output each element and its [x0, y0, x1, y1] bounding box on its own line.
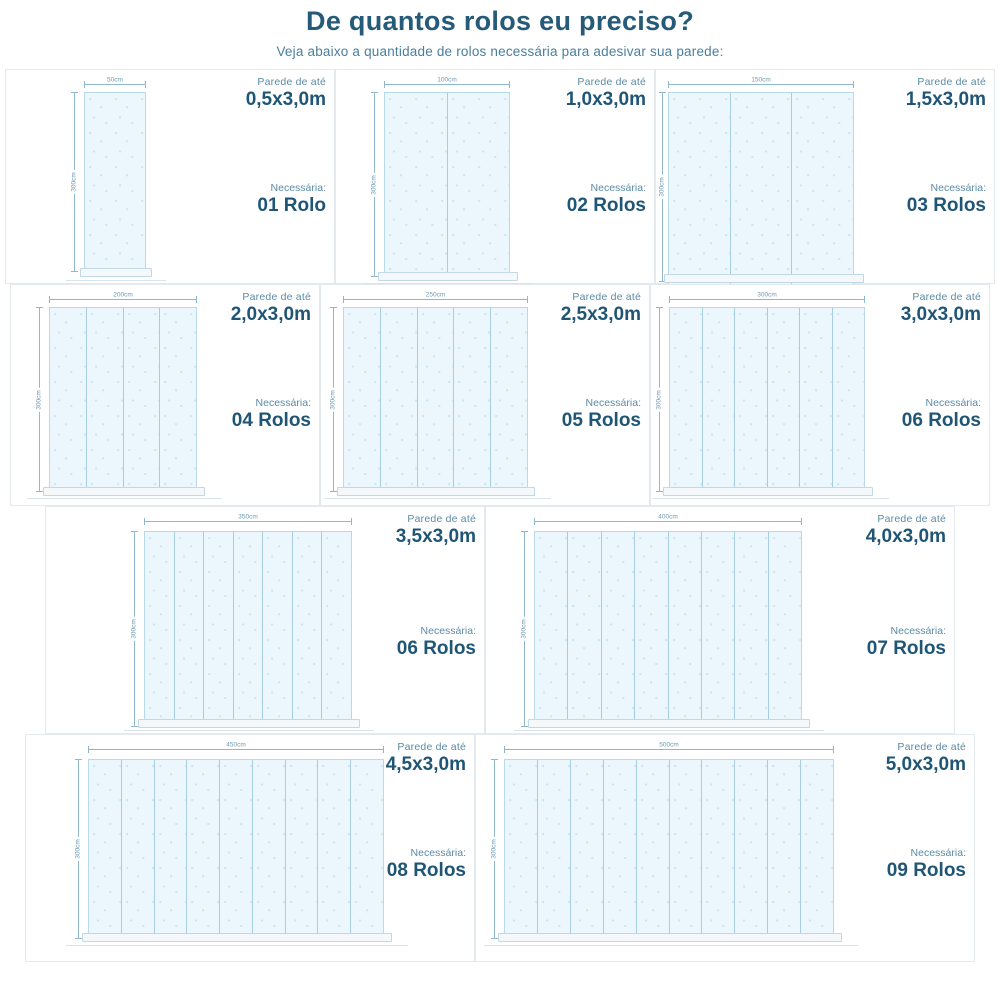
floor-line [653, 498, 889, 499]
baseboard [378, 272, 518, 281]
wall-size-value: 3,5x3,0m [395, 526, 476, 548]
wall-panels [668, 92, 854, 290]
needed-prefix-label: Necessária: [590, 182, 646, 194]
panel [505, 760, 538, 938]
card-5 [650, 284, 990, 506]
panel [145, 532, 175, 726]
needed-value: 08 Rolos [386, 860, 466, 882]
cards-row [0, 284, 1000, 506]
wall-diagram [668, 92, 854, 290]
wall-diagram [88, 759, 384, 939]
cards-row [0, 506, 1000, 734]
panel [418, 308, 455, 491]
needed-prefix-label: Necessária: [270, 182, 326, 194]
panel [604, 760, 637, 938]
card-needed [232, 397, 311, 432]
wall-size-value: 3,0x3,0m [900, 304, 981, 326]
height-label: 300cm [70, 172, 78, 192]
floor-line [66, 945, 408, 946]
cards-grid [0, 69, 1000, 962]
wall-size-value: 4,5x3,0m [385, 754, 466, 776]
wall-size-value: 2,5x3,0m [560, 304, 641, 326]
wall-size-value: 2,0x3,0m [230, 304, 311, 326]
panel [204, 532, 234, 726]
panel [293, 532, 323, 726]
baseboard [82, 933, 392, 942]
floor-line [27, 498, 222, 499]
panel [731, 93, 793, 289]
wall-panels [84, 92, 146, 272]
panel [220, 760, 253, 938]
card-needed [567, 182, 646, 217]
wall-prefix-label: Parede de até [877, 513, 946, 525]
wall-size-value: 1,5x3,0m [905, 89, 986, 111]
height-dimension [658, 92, 666, 282]
panel [768, 308, 801, 491]
wall-diagram [84, 92, 146, 272]
card-needed [907, 182, 986, 217]
card-caption [396, 513, 476, 548]
panel [50, 308, 87, 491]
card-6 [45, 506, 485, 734]
wall-panels [144, 531, 352, 727]
needed-value: 06 Rolos [396, 638, 476, 660]
card-caption [566, 76, 646, 111]
card-needed [562, 397, 641, 432]
panel [670, 308, 703, 491]
width-dimension [49, 291, 197, 300]
page-title: De quantos rolos eu preciso? [306, 6, 694, 36]
card-caption [901, 291, 981, 326]
height-label: 300cm [655, 389, 663, 410]
panel [702, 760, 735, 938]
floor-line [484, 945, 858, 946]
panel [792, 93, 853, 289]
needed-value: 09 Rolos [886, 860, 966, 882]
panel [89, 760, 122, 938]
card-2 [655, 69, 995, 284]
wall-diagram [504, 759, 834, 939]
needed-value: 02 Rolos [566, 195, 646, 217]
needed-prefix-label: Necessária: [930, 182, 986, 194]
wall-diagram [144, 531, 352, 727]
card-8 [25, 734, 475, 962]
wall-diagram [669, 307, 865, 492]
card-needed [397, 625, 476, 660]
panel [800, 308, 833, 491]
baseboard [663, 487, 873, 496]
panel [160, 308, 196, 491]
baseboard [80, 268, 152, 277]
panel [87, 308, 124, 491]
panel [318, 760, 351, 938]
panel [122, 760, 155, 938]
wall-size-value: 1,0x3,0m [565, 89, 646, 111]
panel [735, 532, 768, 726]
height-dimension [70, 92, 78, 272]
page-subtitle: Veja abaixo a quantidade de rolos necessária para adesivar sua parede: [276, 44, 724, 59]
width-dimension [144, 513, 352, 522]
needed-prefix-label: Necessária: [585, 397, 641, 409]
panel [322, 532, 351, 726]
card-7 [485, 506, 955, 734]
panel [702, 532, 735, 726]
cards-row [0, 734, 1000, 962]
floor-line [325, 498, 551, 499]
wall-panels [49, 307, 197, 492]
needed-value: 03 Rolos [906, 195, 986, 217]
height-dimension [655, 307, 663, 492]
height-dimension [370, 92, 378, 277]
width-label: 350cm [238, 513, 258, 521]
wall-prefix-label: Parede de até [912, 291, 981, 303]
height-label: 300cm [329, 389, 337, 410]
needed-value: 06 Rolos [901, 410, 981, 432]
width-label: 150cm [751, 76, 771, 84]
height-dimension [130, 531, 138, 727]
height-label: 300cm [490, 839, 498, 859]
card-caption [561, 291, 641, 326]
width-dimension [668, 76, 854, 85]
needed-prefix-label: Necessária: [410, 847, 466, 859]
height-dimension [520, 531, 528, 727]
wall-prefix-label: Parede de até [572, 291, 641, 303]
width-dimension [534, 513, 802, 522]
baseboard [337, 487, 535, 496]
panel [263, 532, 293, 726]
needed-prefix-label: Necessária: [925, 397, 981, 409]
height-dimension [490, 759, 498, 939]
card-needed [887, 847, 966, 882]
height-label: 300cm [520, 619, 528, 639]
panel [448, 93, 510, 276]
width-dimension [343, 291, 528, 300]
baseboard [498, 933, 842, 942]
panel [454, 308, 491, 491]
needed-prefix-label: Necessária: [255, 397, 311, 409]
needed-value: 07 Rolos [866, 638, 946, 660]
width-label: 200cm [113, 291, 133, 299]
needed-prefix-label: Necessária: [420, 625, 476, 637]
card-caption [866, 513, 946, 548]
card-needed [902, 397, 981, 432]
width-dimension [384, 76, 510, 85]
panel [155, 760, 188, 938]
needed-value: 04 Rolos [231, 410, 311, 432]
card-caption [886, 741, 966, 776]
wall-prefix-label: Parede de até [397, 741, 466, 753]
wall-prefix-label: Parede de até [242, 291, 311, 303]
panel [833, 308, 865, 491]
panel [801, 760, 833, 938]
width-label: 400cm [658, 513, 678, 521]
width-label: 450cm [226, 741, 246, 749]
card-needed [867, 625, 946, 660]
panel [735, 308, 768, 491]
height-label: 300cm [74, 839, 82, 859]
wall-prefix-label: Parede de até [257, 76, 326, 88]
cards-row [0, 69, 1000, 284]
width-dimension [504, 741, 834, 750]
card-0 [5, 69, 335, 284]
card-needed [257, 182, 326, 217]
wall-panels [504, 759, 834, 939]
wall-size-value: 0,5x3,0m [245, 89, 326, 111]
panel [85, 93, 145, 271]
width-label: 250cm [425, 291, 446, 299]
panel [703, 308, 736, 491]
wall-diagram [49, 307, 197, 492]
width-label: 50cm [107, 76, 123, 84]
panel [571, 760, 604, 938]
panel [253, 760, 286, 938]
panel [637, 760, 670, 938]
wall-prefix-label: Parede de até [577, 76, 646, 88]
width-dimension [84, 76, 146, 85]
height-dimension [329, 307, 337, 492]
wall-panels [384, 92, 510, 277]
wall-panels [534, 531, 802, 727]
baseboard [138, 719, 360, 728]
wall-panels [88, 759, 384, 939]
panel [351, 760, 383, 938]
width-dimension [669, 291, 865, 300]
height-dimension [74, 759, 82, 939]
panel [735, 760, 768, 938]
wall-size-value: 4,0x3,0m [865, 526, 946, 548]
wall-panels [669, 307, 865, 492]
panel [234, 532, 264, 726]
height-label: 300cm [130, 619, 138, 639]
panel [385, 93, 448, 276]
needed-prefix-label: Necessária: [890, 625, 946, 637]
card-needed [387, 847, 466, 882]
floor-line [124, 730, 374, 731]
card-4 [320, 284, 650, 506]
height-label: 300cm [370, 174, 378, 195]
floor-line [514, 730, 824, 731]
wall-diagram [343, 307, 528, 492]
panel [124, 308, 161, 491]
panel [602, 532, 635, 726]
wall-prefix-label: Parede de até [917, 76, 986, 88]
panel [286, 760, 319, 938]
floor-line [66, 280, 166, 281]
width-dimension [88, 741, 384, 750]
wall-prefix-label: Parede de até [407, 513, 476, 525]
panel [669, 93, 731, 289]
wall-panels [343, 307, 528, 492]
panel [568, 532, 601, 726]
baseboard [528, 719, 810, 728]
panel [491, 308, 527, 491]
card-caption [386, 741, 466, 776]
card-3 [10, 284, 320, 506]
wall-prefix-label: Parede de até [897, 741, 966, 753]
wall-size-value: 5,0x3,0m [885, 754, 966, 776]
panel [187, 760, 220, 938]
height-dimension [35, 307, 43, 492]
height-label: 300cm [35, 389, 43, 410]
panel [768, 760, 801, 938]
card-1 [335, 69, 655, 284]
panel [669, 532, 702, 726]
panel [344, 308, 381, 491]
panel [535, 532, 568, 726]
wall-diagram [534, 531, 802, 727]
panel [538, 760, 571, 938]
wall-diagram [384, 92, 510, 277]
baseboard [43, 487, 205, 496]
card-caption [231, 291, 311, 326]
panel [175, 532, 205, 726]
width-label: 100cm [437, 76, 457, 84]
card-9 [475, 734, 975, 962]
panel [635, 532, 668, 726]
card-caption [246, 76, 326, 111]
needed-value: 05 Rolos [561, 410, 641, 432]
height-label: 300cm [658, 177, 666, 197]
needed-value: 01 Rolo [257, 195, 326, 217]
panel [670, 760, 703, 938]
width-label: 500cm [659, 741, 679, 749]
page-header [0, 0, 1000, 59]
card-caption [906, 76, 986, 111]
width-label: 300cm [757, 291, 777, 299]
needed-prefix-label: Necessária: [910, 847, 966, 859]
baseboard [664, 274, 864, 283]
panel [769, 532, 801, 726]
panel [381, 308, 418, 491]
